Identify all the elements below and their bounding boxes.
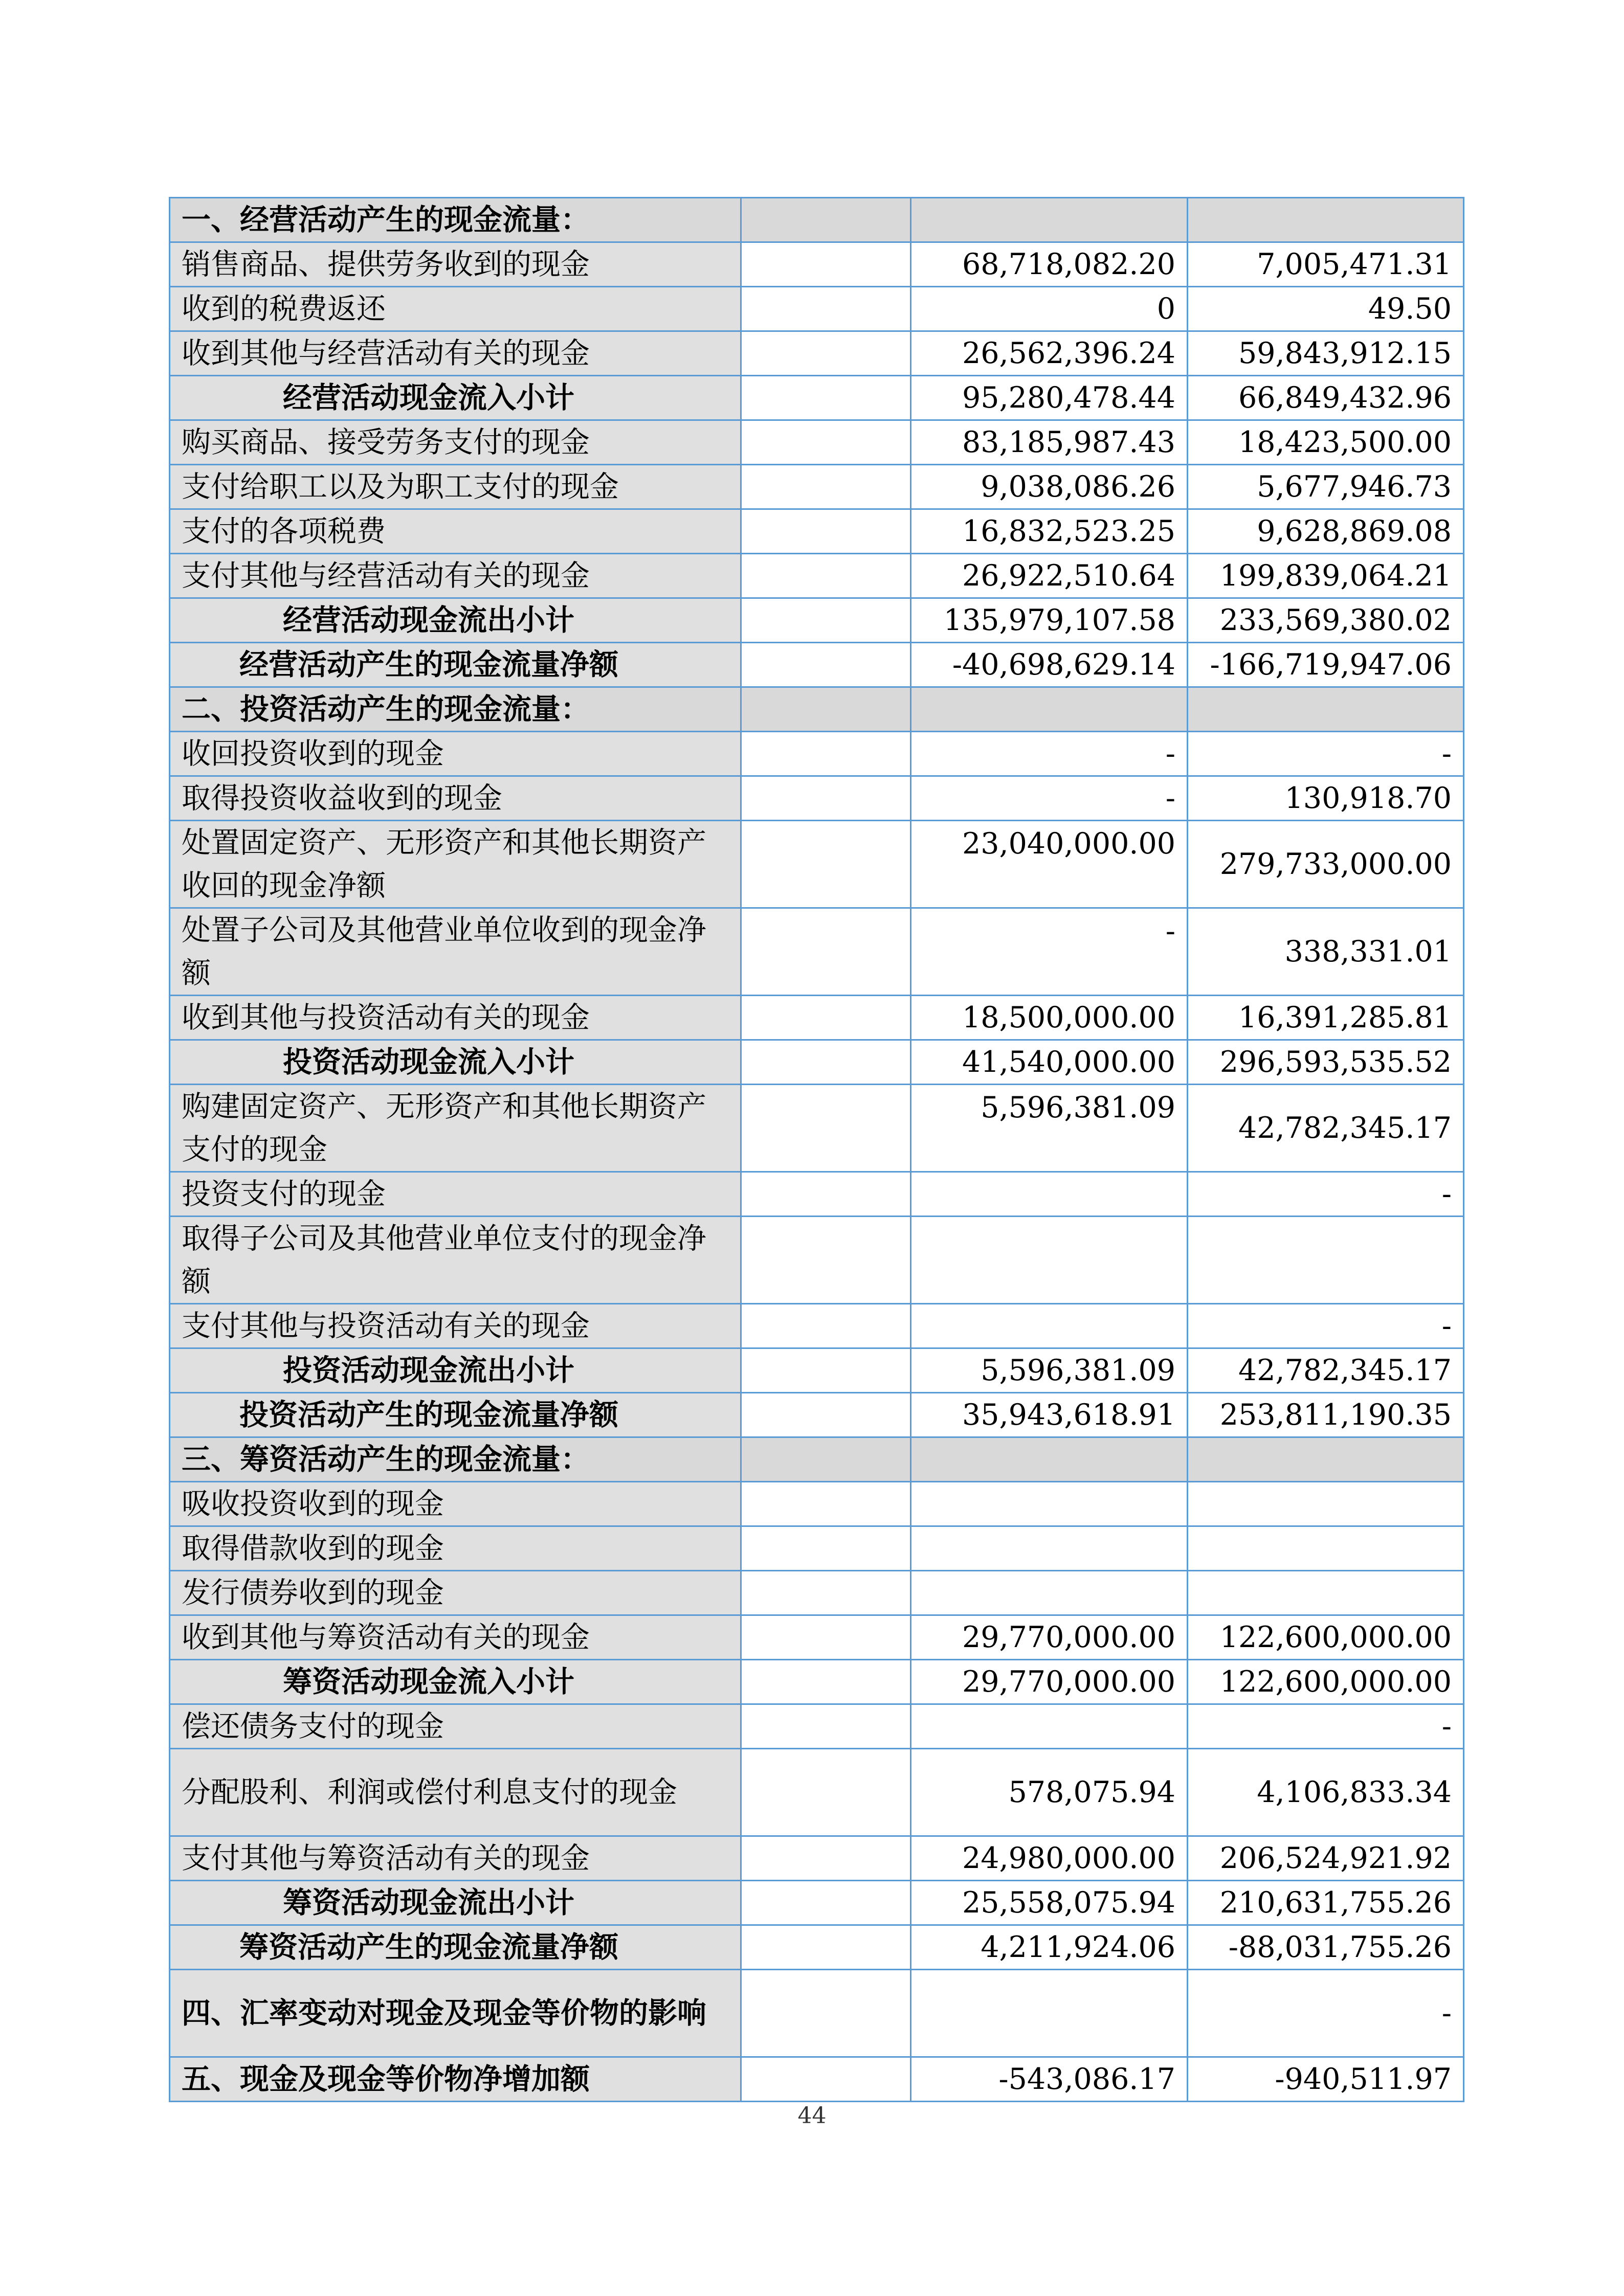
prior-period-amount: 18,423,500.00 [1188,420,1464,465]
note-cell [741,2057,911,2102]
current-period-amount: 41,540,000.00 [911,1040,1188,1085]
prior-period-amount: - [1188,1970,1464,2057]
prior-period-amount: 233,569,380.02 [1188,598,1464,643]
note-cell [741,643,911,687]
current-period-amount [911,1304,1188,1348]
note-cell [741,821,911,908]
note-cell [741,1615,911,1660]
row-label: 销售商品、提供劳务收到的现金 [170,242,741,287]
prior-period-amount: 66,849,432.96 [1188,376,1464,420]
note-cell [741,687,911,732]
row-label: 收到其他与经营活动有关的现金 [170,331,741,376]
current-period-amount: 0 [911,287,1188,331]
table-row [170,198,1464,242]
cash-flow-table [169,197,1464,2102]
current-period-amount [911,1172,1188,1217]
row-label: 筹资活动现金流入小计 [170,1660,741,1704]
current-period-amount: 135,979,107.58 [911,598,1188,643]
prior-period-amount [1188,198,1464,242]
table-row [170,1615,1464,1660]
prior-period-amount: -940,511.97 [1188,2057,1464,2102]
table-row [170,1304,1464,1348]
prior-period-amount: 296,593,535.52 [1188,1040,1464,1085]
row-label: 五、现金及现金等价物净增加额 [170,2057,741,2102]
table-row [170,732,1464,776]
prior-period-amount: 199,839,064.21 [1188,554,1464,598]
table-row [170,1749,1464,1836]
current-period-amount: 29,770,000.00 [911,1660,1188,1704]
prior-period-amount: -166,719,947.06 [1188,643,1464,687]
note-cell [741,1749,911,1836]
row-label: 偿还债务支付的现金 [170,1704,741,1749]
prior-period-amount: 49.50 [1188,287,1464,331]
note-cell [741,1217,911,1304]
table-row [170,331,1464,376]
table-row [170,1526,1464,1571]
prior-period-amount [1188,1437,1464,1482]
current-period-amount: 5,596,381.09 [911,1348,1188,1393]
table-row [170,687,1464,732]
prior-period-amount: 338,331.01 [1188,908,1464,996]
table-row [170,1881,1464,1925]
table-row [170,1925,1464,1970]
current-period-amount [911,1482,1188,1526]
table-row [170,554,1464,598]
current-period-amount: 23,040,000.00 [911,821,1188,908]
note-cell [741,1660,911,1704]
note-cell [741,1437,911,1482]
note-cell [741,996,911,1040]
prior-period-amount: 122,600,000.00 [1188,1660,1464,1704]
table-row [170,1348,1464,1393]
current-period-amount: 95,280,478.44 [911,376,1188,420]
current-period-amount: - [911,732,1188,776]
table-row [170,643,1464,687]
current-period-amount: 68,718,082.20 [911,242,1188,287]
page-number: 44 [797,2103,827,2129]
prior-period-amount: 122,600,000.00 [1188,1615,1464,1660]
current-period-amount [911,1704,1188,1749]
row-label: 三、筹资活动产生的现金流量： [170,1437,741,1482]
row-label: 经营活动现金流出小计 [170,598,741,643]
row-label: 筹资活动现金流出小计 [170,1881,741,1925]
note-cell [741,287,911,331]
row-label: 发行债券收到的现金 [170,1571,741,1615]
prior-period-amount: - [1188,1704,1464,1749]
table-row [170,1660,1464,1704]
prior-period-amount [1188,687,1464,732]
row-label: 购建固定资产、无形资产和其他长期资产支付的现金 [170,1085,741,1172]
table-row [170,509,1464,554]
note-cell [741,465,911,509]
note-cell [741,242,911,287]
current-period-amount: 26,562,396.24 [911,331,1188,376]
row-label: 筹资活动产生的现金流量净额 [170,1925,741,1970]
prior-period-amount: - [1188,1172,1464,1217]
row-label: 投资活动现金流出小计 [170,1348,741,1393]
prior-period-amount: -88,031,755.26 [1188,1925,1464,1970]
row-label: 处置固定资产、无形资产和其他长期资产收回的现金净额 [170,821,741,908]
row-label: 支付给职工以及为职工支付的现金 [170,465,741,509]
table-row [170,287,1464,331]
prior-period-amount [1188,1482,1464,1526]
table-row [170,420,1464,465]
table-row [170,598,1464,643]
row-label: 四、汇率变动对现金及现金等价物的影响 [170,1970,741,2057]
table-row [170,776,1464,821]
note-cell [741,1304,911,1348]
table-row [170,1704,1464,1749]
table-row [170,908,1464,996]
current-period-amount: 83,185,987.43 [911,420,1188,465]
prior-period-amount: - [1188,732,1464,776]
note-cell [741,198,911,242]
note-cell [741,331,911,376]
prior-period-amount: 4,106,833.34 [1188,1749,1464,1836]
current-period-amount: -543,086.17 [911,2057,1188,2102]
current-period-amount: 5,596,381.09 [911,1085,1188,1172]
current-period-amount: 26,922,510.64 [911,554,1188,598]
note-cell [741,1970,911,2057]
note-cell [741,776,911,821]
prior-period-amount: 9,628,869.08 [1188,509,1464,554]
row-label: 收回投资收到的现金 [170,732,741,776]
note-cell [741,1393,911,1437]
note-cell [741,598,911,643]
row-label: 支付其他与经营活动有关的现金 [170,554,741,598]
table-row [170,1970,1464,2057]
table-row [170,1217,1464,1304]
row-label: 投资活动现金流入小计 [170,1040,741,1085]
row-label: 支付的各项税费 [170,509,741,554]
row-label: 二、投资活动产生的现金流量： [170,687,741,732]
prior-period-amount: 130,918.70 [1188,776,1464,821]
note-cell [741,1085,911,1172]
table-row [170,1836,1464,1881]
prior-period-amount: - [1188,1304,1464,1348]
table-row [170,2057,1464,2102]
row-label: 取得投资收益收到的现金 [170,776,741,821]
current-period-amount [911,1970,1188,2057]
row-label: 收到其他与投资活动有关的现金 [170,996,741,1040]
row-label: 处置子公司及其他营业单位收到的现金净额 [170,908,741,996]
note-cell [741,1172,911,1217]
row-label: 经营活动现金流入小计 [170,376,741,420]
current-period-amount: 25,558,075.94 [911,1881,1188,1925]
prior-period-amount: 42,782,345.17 [1188,1085,1464,1172]
table-row [170,465,1464,509]
note-cell [741,1526,911,1571]
prior-period-amount: 279,733,000.00 [1188,821,1464,908]
current-period-amount [911,687,1188,732]
note-cell [741,1925,911,1970]
note-cell [741,908,911,996]
current-period-amount: - [911,908,1188,996]
note-cell [741,1836,911,1881]
current-period-amount: 24,980,000.00 [911,1836,1188,1881]
row-label: 取得借款收到的现金 [170,1526,741,1571]
current-period-amount: 9,038,086.26 [911,465,1188,509]
note-cell [741,1482,911,1526]
table-row [170,821,1464,908]
prior-period-amount: 210,631,755.26 [1188,1881,1464,1925]
table-row [170,1482,1464,1526]
note-cell [741,1571,911,1615]
note-cell [741,1881,911,1925]
row-label: 投资支付的现金 [170,1172,741,1217]
current-period-amount: 16,832,523.25 [911,509,1188,554]
row-label: 吸收投资收到的现金 [170,1482,741,1526]
row-label: 取得子公司及其他营业单位支付的现金净额 [170,1217,741,1304]
table-row [170,376,1464,420]
prior-period-amount [1188,1217,1464,1304]
row-label: 分配股利、利润或偿付利息支付的现金 [170,1749,741,1836]
prior-period-amount: 42,782,345.17 [1188,1348,1464,1393]
table-row [170,1172,1464,1217]
note-cell [741,509,911,554]
row-label: 收到其他与筹资活动有关的现金 [170,1615,741,1660]
current-period-amount: 4,211,924.06 [911,1925,1188,1970]
row-label: 投资活动产生的现金流量净额 [170,1393,741,1437]
row-label: 经营活动产生的现金流量净额 [170,643,741,687]
current-period-amount [911,1571,1188,1615]
prior-period-amount: 16,391,285.81 [1188,996,1464,1040]
current-period-amount: 35,943,618.91 [911,1393,1188,1437]
table-row [170,1085,1464,1172]
prior-period-amount [1188,1571,1464,1615]
note-cell [741,1348,911,1393]
table-row [170,1040,1464,1085]
note-cell [741,732,911,776]
prior-period-amount: 206,524,921.92 [1188,1836,1464,1881]
prior-period-amount: 253,811,190.35 [1188,1393,1464,1437]
current-period-amount: 29,770,000.00 [911,1615,1188,1660]
current-period-amount: -40,698,629.14 [911,643,1188,687]
current-period-amount [911,1437,1188,1482]
cash-flow-table-body [170,198,1464,2102]
prior-period-amount [1188,1526,1464,1571]
note-cell [741,376,911,420]
row-label: 购买商品、接受劳务支付的现金 [170,420,741,465]
row-label: 支付其他与筹资活动有关的现金 [170,1836,741,1881]
table-row [170,242,1464,287]
table-row [170,1571,1464,1615]
note-cell [741,1040,911,1085]
row-label: 一、经营活动产生的现金流量： [170,198,741,242]
note-cell [741,1704,911,1749]
note-cell [741,554,911,598]
current-period-amount: - [911,776,1188,821]
prior-period-amount: 5,677,946.73 [1188,465,1464,509]
table-row [170,1437,1464,1482]
prior-period-amount: 59,843,912.15 [1188,331,1464,376]
current-period-amount: 578,075.94 [911,1749,1188,1836]
row-label: 收到的税费返还 [170,287,741,331]
current-period-amount [911,1526,1188,1571]
current-period-amount: 18,500,000.00 [911,996,1188,1040]
row-label: 支付其他与投资活动有关的现金 [170,1304,741,1348]
table-row [170,996,1464,1040]
current-period-amount [911,1217,1188,1304]
table-row [170,1393,1464,1437]
note-cell [741,420,911,465]
prior-period-amount: 7,005,471.31 [1188,242,1464,287]
current-period-amount [911,198,1188,242]
